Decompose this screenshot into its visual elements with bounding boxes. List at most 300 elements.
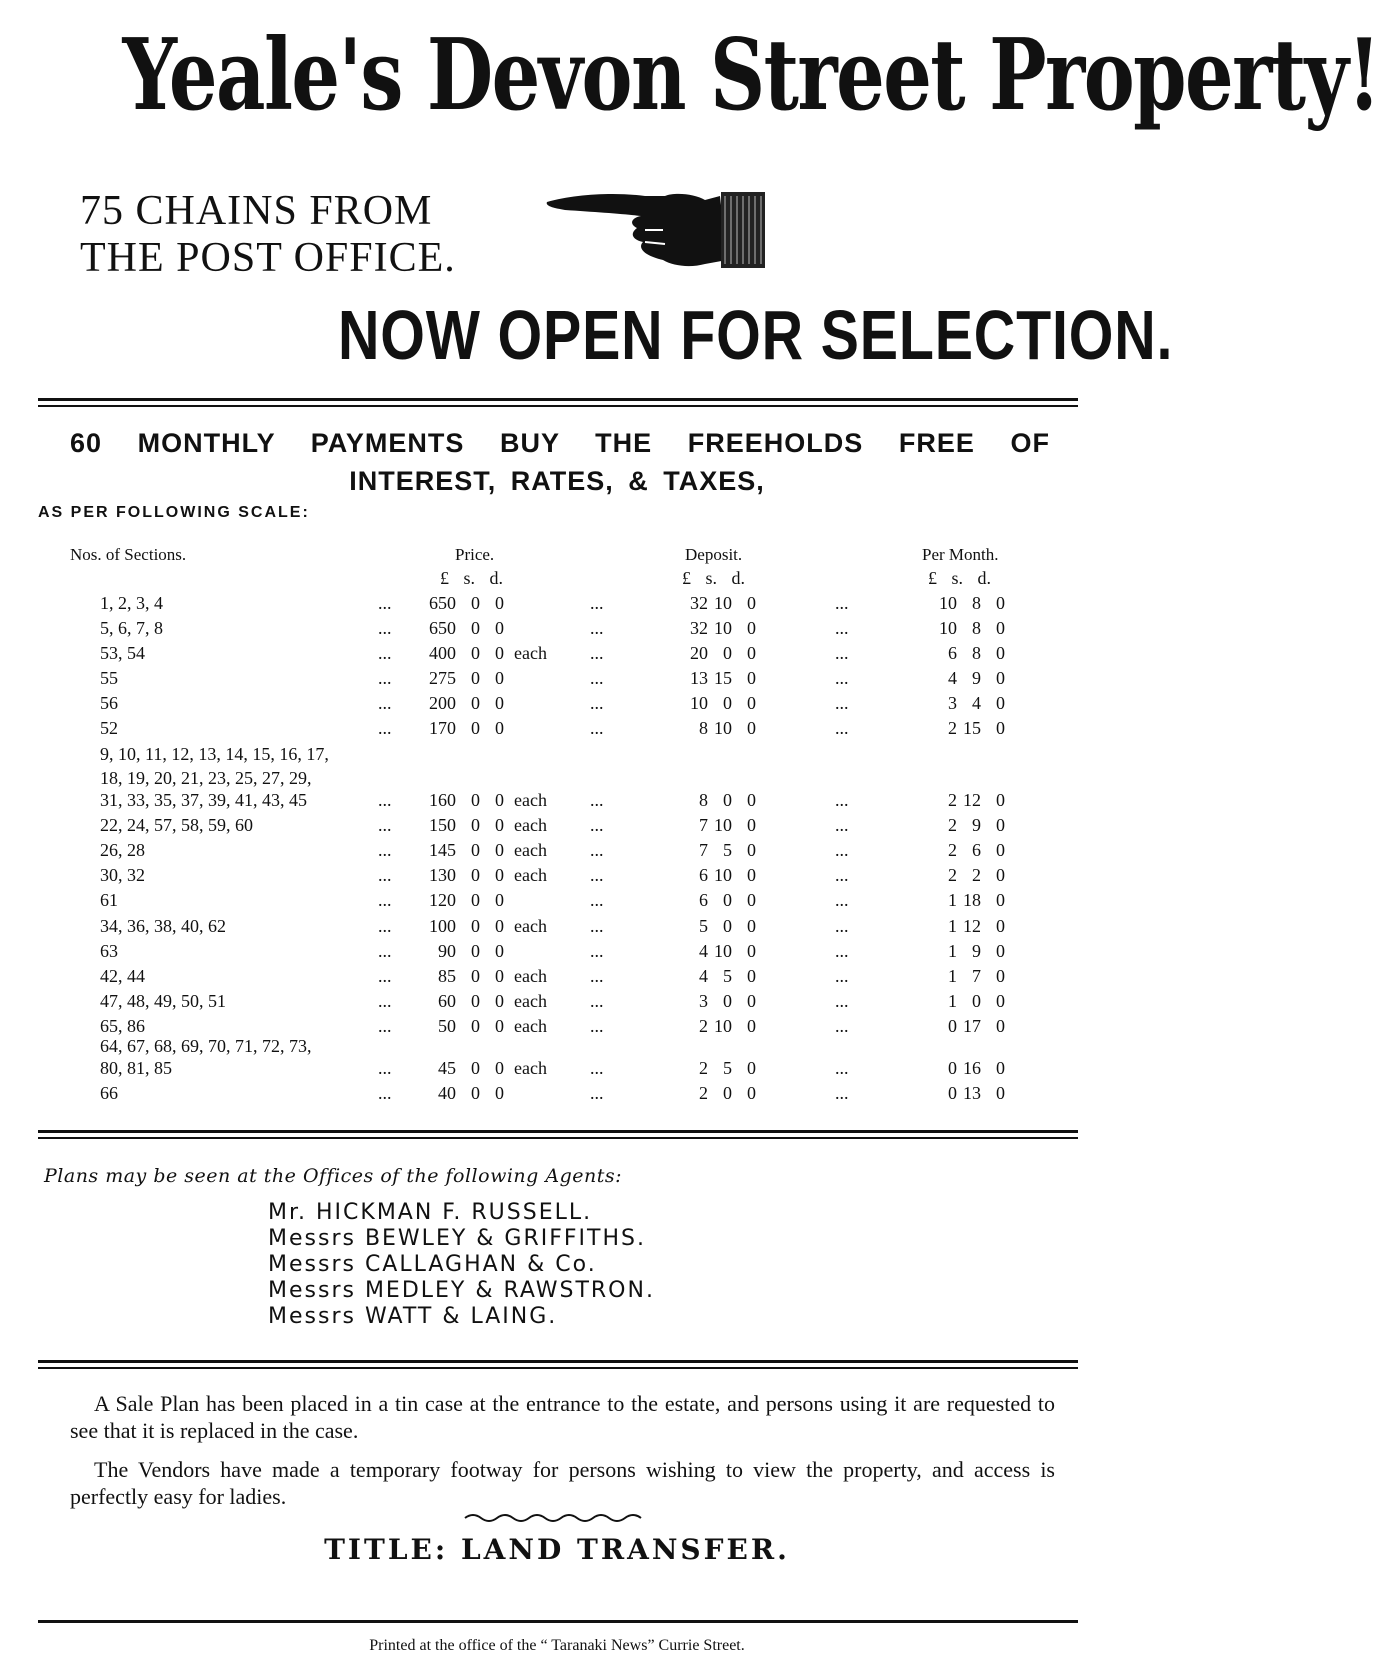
leader-dots: ... bbox=[590, 668, 604, 688]
leader-dots: ... bbox=[378, 643, 392, 663]
per-month-value: 0 bbox=[996, 718, 1005, 738]
price-cell bbox=[420, 668, 546, 689]
price-value: 0 bbox=[471, 643, 480, 663]
leader-dots: ... bbox=[590, 840, 604, 860]
title-land-transfer: TITLE: LAND TRANSFER. bbox=[324, 1533, 790, 1566]
per-month-value: 0 bbox=[948, 1083, 957, 1103]
per-month-value: 0 bbox=[996, 890, 1005, 910]
price-value: 0 bbox=[495, 1058, 504, 1078]
each-label: each bbox=[514, 1016, 547, 1036]
price-value: 0 bbox=[471, 1058, 480, 1078]
price-value: 100 bbox=[429, 916, 456, 936]
per-month-value: 13 bbox=[963, 1083, 981, 1103]
pointing-hand-icon bbox=[545, 186, 785, 276]
deposit-value: 10 bbox=[714, 1016, 732, 1036]
price-value: 0 bbox=[495, 790, 504, 810]
sections-cell: 53, 54 bbox=[100, 643, 145, 663]
leader-dots: ... bbox=[835, 718, 849, 738]
price-cell bbox=[420, 643, 546, 664]
leader-dots: ... bbox=[835, 966, 849, 986]
agent-name: Messrs CALLAGHAN & Co. bbox=[268, 1252, 597, 1277]
table-row bbox=[0, 790, 1114, 814]
per-month-cell bbox=[905, 991, 1005, 1012]
per-month-value: 10 bbox=[939, 618, 957, 638]
table-row bbox=[0, 643, 1114, 667]
each-label: each bbox=[514, 865, 547, 885]
price-cell bbox=[420, 693, 546, 714]
per-month-value: 0 bbox=[948, 1016, 957, 1036]
per-month-value: 18 bbox=[963, 890, 981, 910]
per-month-cell bbox=[905, 1058, 1005, 1079]
deposit-value: 0 bbox=[723, 790, 732, 810]
price-cell bbox=[420, 890, 546, 911]
price-value: 0 bbox=[471, 718, 480, 738]
price-cell bbox=[420, 1083, 546, 1104]
per-month-value: 9 bbox=[972, 941, 981, 961]
per-month-units: £ s. d. bbox=[928, 568, 992, 588]
deposit-cell bbox=[648, 1058, 756, 1079]
deposit-value: 0 bbox=[747, 643, 756, 663]
leader-dots: ... bbox=[835, 1016, 849, 1036]
sections-cell: 31, 33, 35, 37, 39, 41, 43, 45 bbox=[100, 790, 307, 810]
sale-plan-note: A Sale Plan has been placed in a tin case at the entrance to the estate, and persons using it are requested to see that it is replaced in the case. bbox=[70, 1391, 1055, 1443]
deposit-value: 7 bbox=[699, 815, 708, 835]
sections-cell: 65, 86 bbox=[100, 1016, 145, 1036]
deposit-value: 0 bbox=[747, 790, 756, 810]
leader-dots: ... bbox=[835, 618, 849, 638]
leader-dots: ... bbox=[835, 790, 849, 810]
leader-dots: ... bbox=[590, 790, 604, 810]
price-cell bbox=[420, 991, 546, 1012]
table-row bbox=[0, 865, 1114, 889]
sections-cell: 66 bbox=[100, 1083, 118, 1103]
leader-dots: ... bbox=[378, 941, 392, 961]
decorative-flourish-icon bbox=[463, 1512, 643, 1524]
per-month-cell bbox=[905, 718, 1005, 739]
divider bbox=[38, 398, 1078, 401]
deposit-value: 0 bbox=[747, 593, 756, 613]
per-month-value: 2 bbox=[948, 790, 957, 810]
per-month-cell bbox=[905, 643, 1005, 664]
price-value: 0 bbox=[495, 916, 504, 936]
deposit-value: 0 bbox=[747, 840, 756, 860]
deposit-value: 6 bbox=[699, 865, 708, 885]
leader-dots: ... bbox=[378, 865, 392, 885]
deposit-value: 32 bbox=[690, 593, 708, 613]
deposit-cell bbox=[648, 1083, 756, 1104]
leader-dots: ... bbox=[835, 643, 849, 663]
each-label: each bbox=[514, 790, 547, 810]
each-label: each bbox=[514, 916, 547, 936]
per-month-value: 0 bbox=[996, 790, 1005, 810]
deposit-cell bbox=[648, 668, 756, 689]
price-value: 130 bbox=[429, 865, 456, 885]
per-month-value: 0 bbox=[996, 1058, 1005, 1078]
per-month-value: 6 bbox=[972, 840, 981, 860]
each-label: each bbox=[514, 643, 547, 663]
table-row bbox=[0, 815, 1114, 839]
sections-cell: 30, 32 bbox=[100, 865, 145, 885]
leader-dots: ... bbox=[590, 991, 604, 1011]
deposit-value: 0 bbox=[723, 991, 732, 1011]
leader-dots: ... bbox=[835, 668, 849, 688]
divider bbox=[38, 1130, 1078, 1133]
deposit-value: 10 bbox=[714, 618, 732, 638]
price-value: 150 bbox=[429, 815, 456, 835]
price-value: 200 bbox=[429, 693, 456, 713]
table-row bbox=[0, 593, 1114, 617]
leader-dots: ... bbox=[835, 593, 849, 613]
per-month-value: 2 bbox=[948, 815, 957, 835]
deposit-value: 10 bbox=[714, 815, 732, 835]
deposit-value: 0 bbox=[747, 1016, 756, 1036]
divider bbox=[38, 1360, 1078, 1363]
price-cell bbox=[420, 1058, 546, 1079]
price-value: 0 bbox=[495, 815, 504, 835]
deposit-value: 20 bbox=[690, 643, 708, 663]
leader-dots: ... bbox=[590, 693, 604, 713]
sections-cell: 56 bbox=[100, 693, 118, 713]
deposit-value: 2 bbox=[699, 1058, 708, 1078]
deposit-value: 4 bbox=[699, 941, 708, 961]
deposit-cell bbox=[648, 840, 756, 861]
deposit-cell bbox=[648, 618, 756, 639]
leader-dots: ... bbox=[835, 865, 849, 885]
agent-name: Mr. HICKMAN F. RUSSELL. bbox=[268, 1200, 593, 1225]
per-month-value: 0 bbox=[996, 643, 1005, 663]
per-month-value: 7 bbox=[972, 966, 981, 986]
price-value: 0 bbox=[471, 941, 480, 961]
sections-cell: 26, 28 bbox=[100, 840, 145, 860]
per-month-cell bbox=[905, 593, 1005, 614]
per-month-value: 15 bbox=[963, 718, 981, 738]
price-value: 0 bbox=[495, 643, 504, 663]
per-month-value: 1 bbox=[948, 941, 957, 961]
price-value: 0 bbox=[495, 593, 504, 613]
leader-dots: ... bbox=[835, 1083, 849, 1103]
per-month-value: 0 bbox=[996, 1083, 1005, 1103]
deposit-value: 0 bbox=[747, 693, 756, 713]
table-row bbox=[0, 668, 1114, 692]
sections-line: 64, 67, 68, 69, 70, 71, 72, 73, bbox=[100, 1036, 312, 1056]
price-value: 0 bbox=[495, 865, 504, 885]
deposit-value: 13 bbox=[690, 668, 708, 688]
price-value: 0 bbox=[495, 1016, 504, 1036]
per-month-value: 2 bbox=[972, 865, 981, 885]
each-label: each bbox=[514, 815, 547, 835]
price-value: 170 bbox=[429, 718, 456, 738]
deposit-value: 0 bbox=[747, 890, 756, 910]
leader-dots: ... bbox=[590, 966, 604, 986]
price-cell bbox=[420, 593, 546, 614]
deposit-cell bbox=[648, 916, 756, 937]
deposit-value: 0 bbox=[723, 916, 732, 936]
table-row bbox=[0, 991, 1114, 1015]
per-month-value: 0 bbox=[996, 916, 1005, 936]
deposit-value: 2 bbox=[699, 1083, 708, 1103]
table-row bbox=[0, 1083, 1114, 1107]
leader-dots: ... bbox=[590, 865, 604, 885]
footway-note: The Vendors have made a temporary footway for persons wishing to view the property, and access is perfectly easy for ladies. bbox=[70, 1457, 1055, 1509]
leader-dots: ... bbox=[835, 916, 849, 936]
price-value: 0 bbox=[495, 966, 504, 986]
leader-dots: ... bbox=[835, 941, 849, 961]
price-value: 650 bbox=[429, 618, 456, 638]
price-value: 40 bbox=[438, 1083, 456, 1103]
scale-caption: AS PER FOLLOWING SCALE: bbox=[38, 504, 310, 521]
header-per-month: Per Month. bbox=[922, 545, 999, 564]
printer-footer: Printed at the office of the “ Taranaki News” Currie Street. bbox=[369, 1637, 745, 1654]
price-units: £ s. d. bbox=[440, 568, 504, 588]
deposit-cell bbox=[648, 593, 756, 614]
divider bbox=[38, 1137, 1078, 1139]
distance-note bbox=[80, 188, 456, 282]
price-value: 0 bbox=[471, 815, 480, 835]
deposit-value: 0 bbox=[747, 668, 756, 688]
leader-dots: ... bbox=[835, 815, 849, 835]
distance-line-1: 75 CHAINS FROM bbox=[80, 188, 433, 234]
per-month-value: 4 bbox=[972, 693, 981, 713]
price-value: 45 bbox=[438, 1058, 456, 1078]
per-month-value: 16 bbox=[963, 1058, 981, 1078]
leader-dots: ... bbox=[835, 840, 849, 860]
deposit-cell bbox=[648, 693, 756, 714]
per-month-value: 1 bbox=[948, 991, 957, 1011]
leader-dots: ... bbox=[378, 1083, 392, 1103]
price-value: 0 bbox=[495, 1083, 504, 1103]
price-cell bbox=[420, 865, 546, 886]
deposit-value: 8 bbox=[699, 790, 708, 810]
sections-line: 9, 10, 11, 12, 13, 14, 15, 16, 17, bbox=[100, 744, 329, 764]
price-value: 0 bbox=[495, 890, 504, 910]
sections-cell: 55 bbox=[100, 668, 118, 688]
per-month-cell bbox=[905, 1016, 1005, 1037]
per-month-value: 6 bbox=[948, 643, 957, 663]
per-month-value: 0 bbox=[996, 693, 1005, 713]
leader-dots: ... bbox=[378, 815, 392, 835]
table-row bbox=[0, 966, 1114, 990]
per-month-value: 0 bbox=[996, 941, 1005, 961]
sections-cell: 1, 2, 3, 4 bbox=[100, 593, 163, 613]
table-row bbox=[0, 718, 1114, 742]
deposit-value: 7 bbox=[699, 840, 708, 860]
leader-dots: ... bbox=[378, 1058, 392, 1078]
price-value: 0 bbox=[471, 790, 480, 810]
leader-dots: ... bbox=[378, 668, 392, 688]
price-value: 0 bbox=[471, 593, 480, 613]
per-month-value: 17 bbox=[963, 1016, 981, 1036]
agent-name: Messrs BEWLEY & GRIFFITHS. bbox=[268, 1226, 646, 1251]
deposit-value: 0 bbox=[723, 1083, 732, 1103]
sections-line: 18, 19, 20, 21, 23, 25, 27, 29, bbox=[100, 768, 312, 788]
table-row bbox=[0, 1058, 1114, 1082]
sections-cell: 5, 6, 7, 8 bbox=[100, 618, 163, 638]
sections-cell: 22, 24, 57, 58, 59, 60 bbox=[100, 815, 253, 835]
per-month-cell bbox=[905, 1083, 1005, 1104]
deposit-value: 0 bbox=[747, 1083, 756, 1103]
leader-dots: ... bbox=[590, 916, 604, 936]
price-cell bbox=[420, 718, 546, 739]
deposit-value: 2 bbox=[699, 1016, 708, 1036]
price-value: 160 bbox=[429, 790, 456, 810]
table-row bbox=[0, 941, 1114, 965]
deposit-units: £ s. d. bbox=[682, 568, 746, 588]
each-label: each bbox=[514, 1058, 547, 1078]
deposit-value: 5 bbox=[723, 1058, 732, 1078]
table-row bbox=[0, 890, 1114, 914]
deposit-value: 0 bbox=[747, 966, 756, 986]
deposit-value: 0 bbox=[747, 1058, 756, 1078]
leader-dots: ... bbox=[590, 643, 604, 663]
deposit-cell bbox=[648, 941, 756, 962]
per-month-value: 8 bbox=[972, 643, 981, 663]
leader-dots: ... bbox=[590, 593, 604, 613]
deposit-value: 0 bbox=[747, 916, 756, 936]
price-cell bbox=[420, 815, 546, 836]
per-month-cell bbox=[905, 941, 1005, 962]
table-row bbox=[0, 618, 1114, 642]
table-row bbox=[0, 840, 1114, 864]
each-label: each bbox=[514, 991, 547, 1011]
deposit-value: 6 bbox=[699, 890, 708, 910]
deposit-cell bbox=[648, 966, 756, 987]
leader-dots: ... bbox=[378, 718, 392, 738]
per-month-cell bbox=[905, 865, 1005, 886]
deposit-value: 0 bbox=[723, 693, 732, 713]
leader-dots: ... bbox=[378, 790, 392, 810]
deposit-cell bbox=[648, 815, 756, 836]
price-cell bbox=[420, 941, 546, 962]
deposit-value: 0 bbox=[747, 618, 756, 638]
deposit-value: 0 bbox=[723, 890, 732, 910]
deposit-cell bbox=[648, 643, 756, 664]
deposit-value: 10 bbox=[714, 718, 732, 738]
per-month-value: 9 bbox=[972, 815, 981, 835]
leader-dots: ... bbox=[378, 693, 392, 713]
price-value: 400 bbox=[429, 643, 456, 663]
leader-dots: ... bbox=[835, 890, 849, 910]
price-value: 0 bbox=[471, 693, 480, 713]
price-value: 0 bbox=[495, 840, 504, 860]
deposit-value: 0 bbox=[747, 865, 756, 885]
price-cell bbox=[420, 840, 546, 861]
sections-continuation bbox=[100, 742, 329, 790]
deposit-value: 15 bbox=[714, 668, 732, 688]
per-month-cell bbox=[905, 890, 1005, 911]
leader-dots: ... bbox=[835, 991, 849, 1011]
price-value: 0 bbox=[495, 693, 504, 713]
leader-dots: ... bbox=[378, 1016, 392, 1036]
leader-dots: ... bbox=[835, 1058, 849, 1078]
leader-dots: ... bbox=[378, 916, 392, 936]
header-sections: Nos. of Sections. bbox=[70, 545, 187, 564]
per-month-value: 12 bbox=[963, 790, 981, 810]
sections-cell: 61 bbox=[100, 890, 118, 910]
deposit-value: 10 bbox=[714, 941, 732, 961]
per-month-value: 1 bbox=[948, 890, 957, 910]
leader-dots: ... bbox=[590, 618, 604, 638]
leader-dots: ... bbox=[590, 941, 604, 961]
deposit-value: 0 bbox=[723, 643, 732, 663]
deposit-value: 10 bbox=[714, 593, 732, 613]
per-month-value: 0 bbox=[996, 1016, 1005, 1036]
per-month-cell bbox=[905, 693, 1005, 714]
deposit-value: 5 bbox=[723, 966, 732, 986]
price-value: 0 bbox=[471, 991, 480, 1011]
price-value: 60 bbox=[438, 991, 456, 1011]
per-month-value: 10 bbox=[939, 593, 957, 613]
price-value: 0 bbox=[471, 840, 480, 860]
deposit-value: 3 bbox=[699, 991, 708, 1011]
table-row bbox=[0, 1016, 1114, 1040]
deposit-cell bbox=[648, 865, 756, 886]
deposit-value: 5 bbox=[723, 840, 732, 860]
per-month-value: 1 bbox=[948, 966, 957, 986]
deposit-value: 8 bbox=[699, 718, 708, 738]
per-month-value: 0 bbox=[996, 966, 1005, 986]
agents-list bbox=[268, 1200, 655, 1330]
divider bbox=[38, 1367, 1078, 1369]
price-value: 0 bbox=[471, 916, 480, 936]
per-month-value: 8 bbox=[972, 593, 981, 613]
sections-cell: 52 bbox=[100, 718, 118, 738]
leader-dots: ... bbox=[590, 718, 604, 738]
per-month-cell bbox=[905, 790, 1005, 811]
leader-dots: ... bbox=[590, 1016, 604, 1036]
price-value: 120 bbox=[429, 890, 456, 910]
distance-line-2: THE POST OFFICE. bbox=[80, 235, 456, 281]
price-value: 0 bbox=[495, 668, 504, 688]
table-row bbox=[0, 916, 1114, 940]
open-for-selection-banner: NOW OPEN FOR SELECTION. bbox=[338, 296, 1174, 374]
per-month-cell bbox=[905, 916, 1005, 937]
per-month-value: 9 bbox=[972, 668, 981, 688]
price-value: 145 bbox=[429, 840, 456, 860]
per-month-value: 2 bbox=[948, 718, 957, 738]
header-price: Price. bbox=[455, 545, 495, 564]
per-month-value: 1 bbox=[948, 916, 957, 936]
price-value: 0 bbox=[495, 618, 504, 638]
leader-dots: ... bbox=[590, 890, 604, 910]
each-label: each bbox=[514, 966, 547, 986]
price-value: 0 bbox=[471, 865, 480, 885]
leader-dots: ... bbox=[835, 693, 849, 713]
per-month-cell bbox=[905, 668, 1005, 689]
price-cell bbox=[420, 966, 546, 987]
per-month-value: 2 bbox=[948, 865, 957, 885]
per-month-cell bbox=[905, 618, 1005, 639]
per-month-value: 0 bbox=[996, 865, 1005, 885]
leader-dots: ... bbox=[590, 1083, 604, 1103]
sections-cell: 42, 44 bbox=[100, 966, 145, 986]
leader-dots: ... bbox=[378, 840, 392, 860]
per-month-cell bbox=[905, 966, 1005, 987]
per-month-value: 0 bbox=[996, 991, 1005, 1011]
price-value: 0 bbox=[471, 618, 480, 638]
price-value: 0 bbox=[495, 991, 504, 1011]
leader-dots: ... bbox=[378, 890, 392, 910]
price-value: 0 bbox=[495, 941, 504, 961]
header-deposit: Deposit. bbox=[685, 545, 743, 564]
per-month-value: 0 bbox=[996, 840, 1005, 860]
leader-dots: ... bbox=[378, 966, 392, 986]
price-value: 0 bbox=[471, 1083, 480, 1103]
price-value: 0 bbox=[471, 668, 480, 688]
divider bbox=[38, 405, 1078, 407]
deposit-cell bbox=[648, 1016, 756, 1037]
leader-dots: ... bbox=[378, 991, 392, 1011]
per-month-value: 0 bbox=[948, 1058, 957, 1078]
